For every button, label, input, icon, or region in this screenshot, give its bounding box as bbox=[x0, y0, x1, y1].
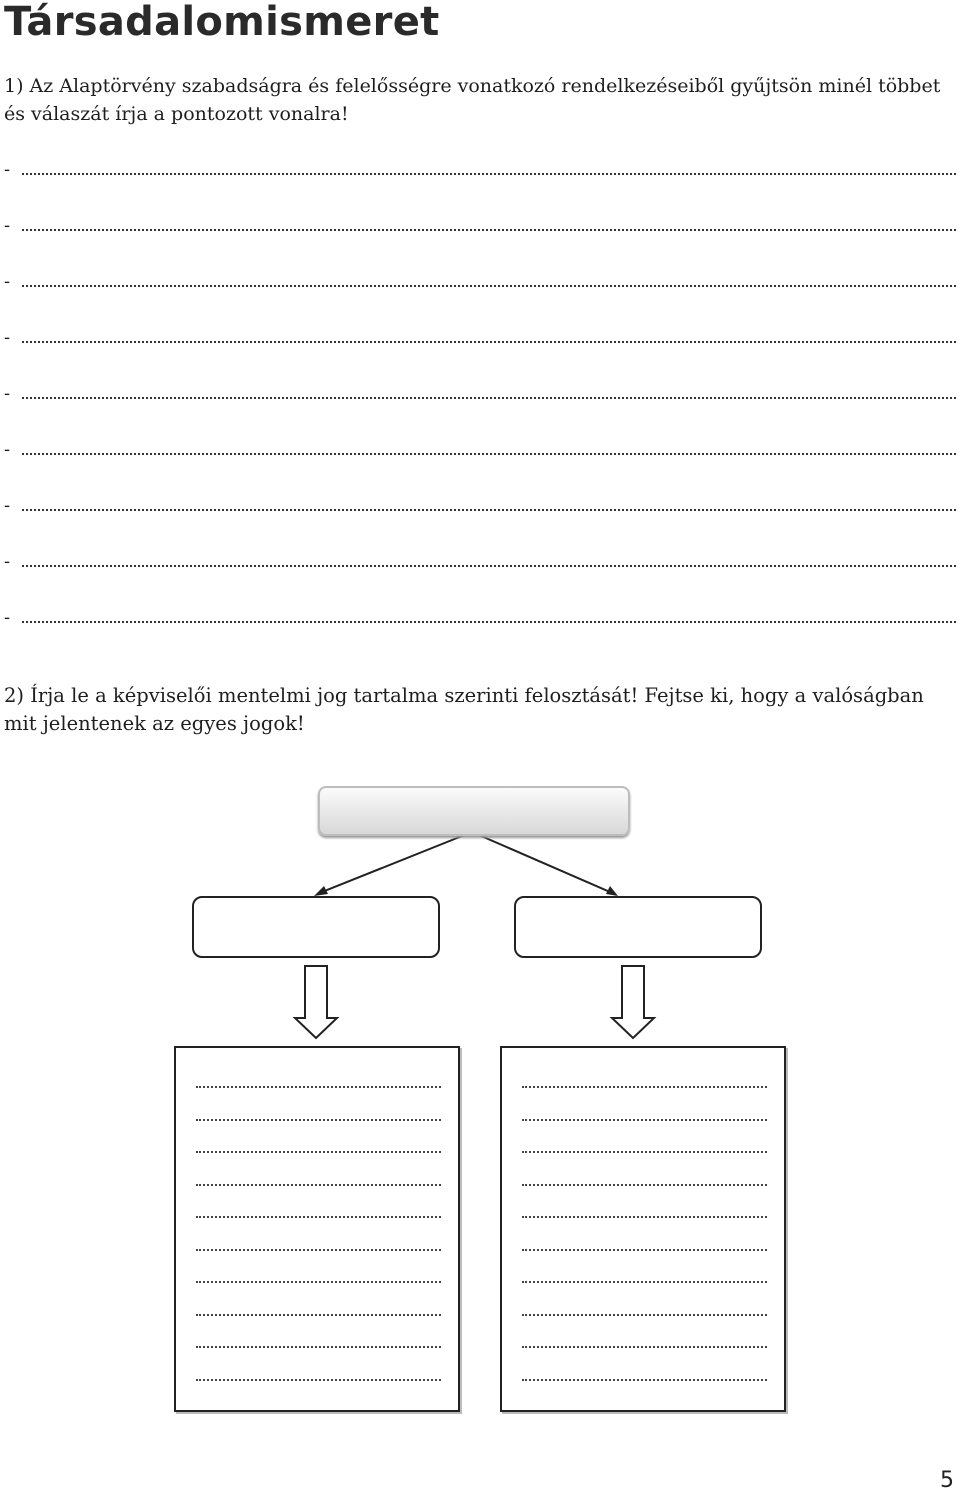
dotted-line bbox=[22, 285, 956, 287]
dotted-line bbox=[22, 453, 956, 455]
answer-dotted-line[interactable] bbox=[522, 1379, 767, 1381]
line-dash: - bbox=[4, 383, 11, 404]
answer-dotted-line[interactable] bbox=[196, 1151, 441, 1153]
line-dash: - bbox=[4, 607, 11, 628]
line-dash: - bbox=[4, 551, 11, 572]
immunity-type-box-left[interactable] bbox=[192, 896, 440, 958]
answer-dotted-line[interactable] bbox=[196, 1281, 441, 1283]
page-number: 5 bbox=[940, 1468, 954, 1493]
answer-dotted-line[interactable] bbox=[522, 1281, 767, 1283]
answer-box-right[interactable] bbox=[500, 1046, 786, 1412]
question-1-text: 1) Az Alaptörvény szabadságra és felelősségre vonatkozó rendelkezéseiből gyűjtsön minél többet és válaszát írja a pontozott vonalra! bbox=[4, 75, 941, 125]
line-dash: - bbox=[4, 495, 11, 516]
answer-dotted-line[interactable] bbox=[196, 1346, 441, 1348]
dotted-line bbox=[22, 621, 956, 623]
line-dash: - bbox=[4, 159, 11, 180]
answer-dotted-line[interactable] bbox=[196, 1119, 441, 1121]
answer-dotted-line[interactable] bbox=[196, 1249, 441, 1251]
answer-dotted-line[interactable] bbox=[522, 1216, 767, 1218]
dotted-line bbox=[22, 397, 956, 399]
line-dash: - bbox=[4, 215, 11, 236]
answer-dotted-line[interactable] bbox=[196, 1184, 441, 1186]
split-arrow-left bbox=[314, 832, 472, 896]
answer-line[interactable] bbox=[4, 547, 956, 575]
dotted-line bbox=[22, 341, 956, 343]
dotted-line bbox=[22, 173, 956, 175]
line-dash: - bbox=[4, 439, 11, 460]
line-dash: - bbox=[4, 327, 11, 348]
answer-dotted-line[interactable] bbox=[522, 1086, 767, 1088]
answer-dotted-line[interactable] bbox=[522, 1151, 767, 1153]
immunity-diagram bbox=[0, 770, 960, 1430]
split-arrow-right bbox=[472, 832, 618, 896]
page-title: Társadalomismeret bbox=[4, 0, 440, 45]
answer-line[interactable] bbox=[4, 491, 956, 519]
answer-dotted-line[interactable] bbox=[522, 1346, 767, 1348]
answer-dotted-line[interactable] bbox=[196, 1379, 441, 1381]
answer-dotted-line[interactable] bbox=[522, 1119, 767, 1121]
answer-line[interactable] bbox=[4, 323, 956, 351]
immunity-type-box-right[interactable] bbox=[514, 896, 762, 958]
line-dash: - bbox=[4, 271, 11, 292]
answer-line[interactable] bbox=[4, 267, 956, 295]
question-2-text: 2) Írja le a képviselői mentelmi jog tartalma szerinti felosztását! Fejtse ki, hogy a valóságban mit jelentenek az egyes jogok! bbox=[4, 684, 924, 735]
answer-dotted-line[interactable] bbox=[196, 1216, 441, 1218]
answer-line[interactable] bbox=[4, 435, 956, 463]
answer-line[interactable] bbox=[4, 211, 956, 239]
dotted-line bbox=[22, 509, 956, 511]
answer-line[interactable] bbox=[4, 155, 956, 183]
answer-line[interactable] bbox=[4, 379, 956, 407]
answer-dotted-line[interactable] bbox=[522, 1314, 767, 1316]
dotted-line bbox=[22, 565, 956, 567]
down-arrow-right bbox=[612, 966, 654, 1038]
dotted-line bbox=[22, 229, 956, 231]
answer-dotted-line[interactable] bbox=[196, 1086, 441, 1088]
answer-dotted-line[interactable] bbox=[522, 1249, 767, 1251]
answer-dotted-line[interactable] bbox=[196, 1314, 441, 1316]
down-arrow-left bbox=[295, 966, 337, 1038]
answer-line[interactable] bbox=[4, 603, 956, 631]
answer-box-left[interactable] bbox=[174, 1046, 460, 1412]
answer-dotted-line[interactable] bbox=[522, 1184, 767, 1186]
immunity-category-box[interactable] bbox=[318, 786, 630, 836]
